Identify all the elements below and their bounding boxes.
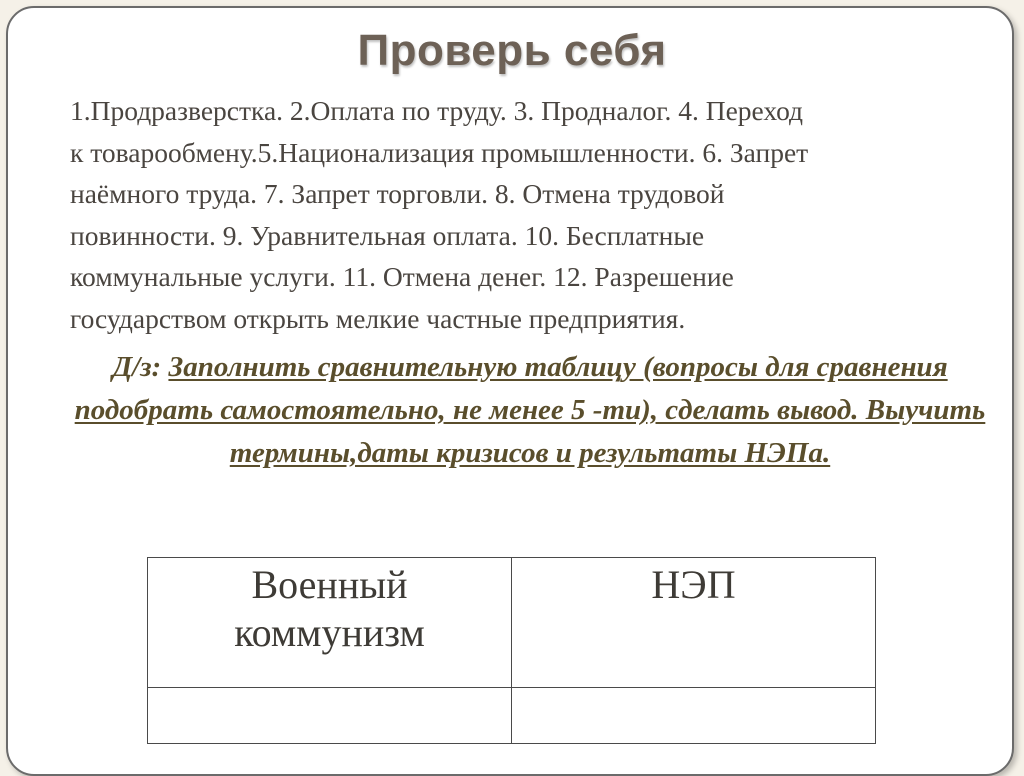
table-header-row	[148, 558, 876, 688]
table-cell-empty-1	[148, 688, 512, 744]
header-war-communism	[148, 558, 512, 688]
homework-body: Заполнить сравнительную таблицу (вопросы для сравнения подобрать самостоятельно, не менее 5 -ти), сделать вывод. Выучить термины,даты кризисов и результаты НЭПа.	[74, 351, 986, 469]
header-nep	[512, 558, 876, 688]
comparison-table	[147, 557, 876, 744]
answers-text: 1.Продразверстка. 2.Оплата по труду. 3. Продналог. 4. Переход к товарообмену.5.Национализация промышленности. 6. Запрет наёмного труда. 7. Запрет торговли. 8. Отмена трудовой повинности. 9. Уравнительная оплата. 10. Бесплатные коммунальные услуги. 11. Отмена денег. 12. Разрешение государством открыть мелкие частные предприятия.	[70, 95, 809, 334]
table-row	[148, 688, 876, 744]
homework-prefix: Д/з:	[112, 351, 169, 383]
table-cell-empty-2	[512, 688, 876, 744]
header-nep-label: НЭП	[651, 562, 736, 607]
homework-text	[60, 346, 1000, 475]
header-war-communism-label: Военный коммунизм	[234, 562, 425, 655]
slide-title: Проверь себя	[357, 26, 667, 75]
